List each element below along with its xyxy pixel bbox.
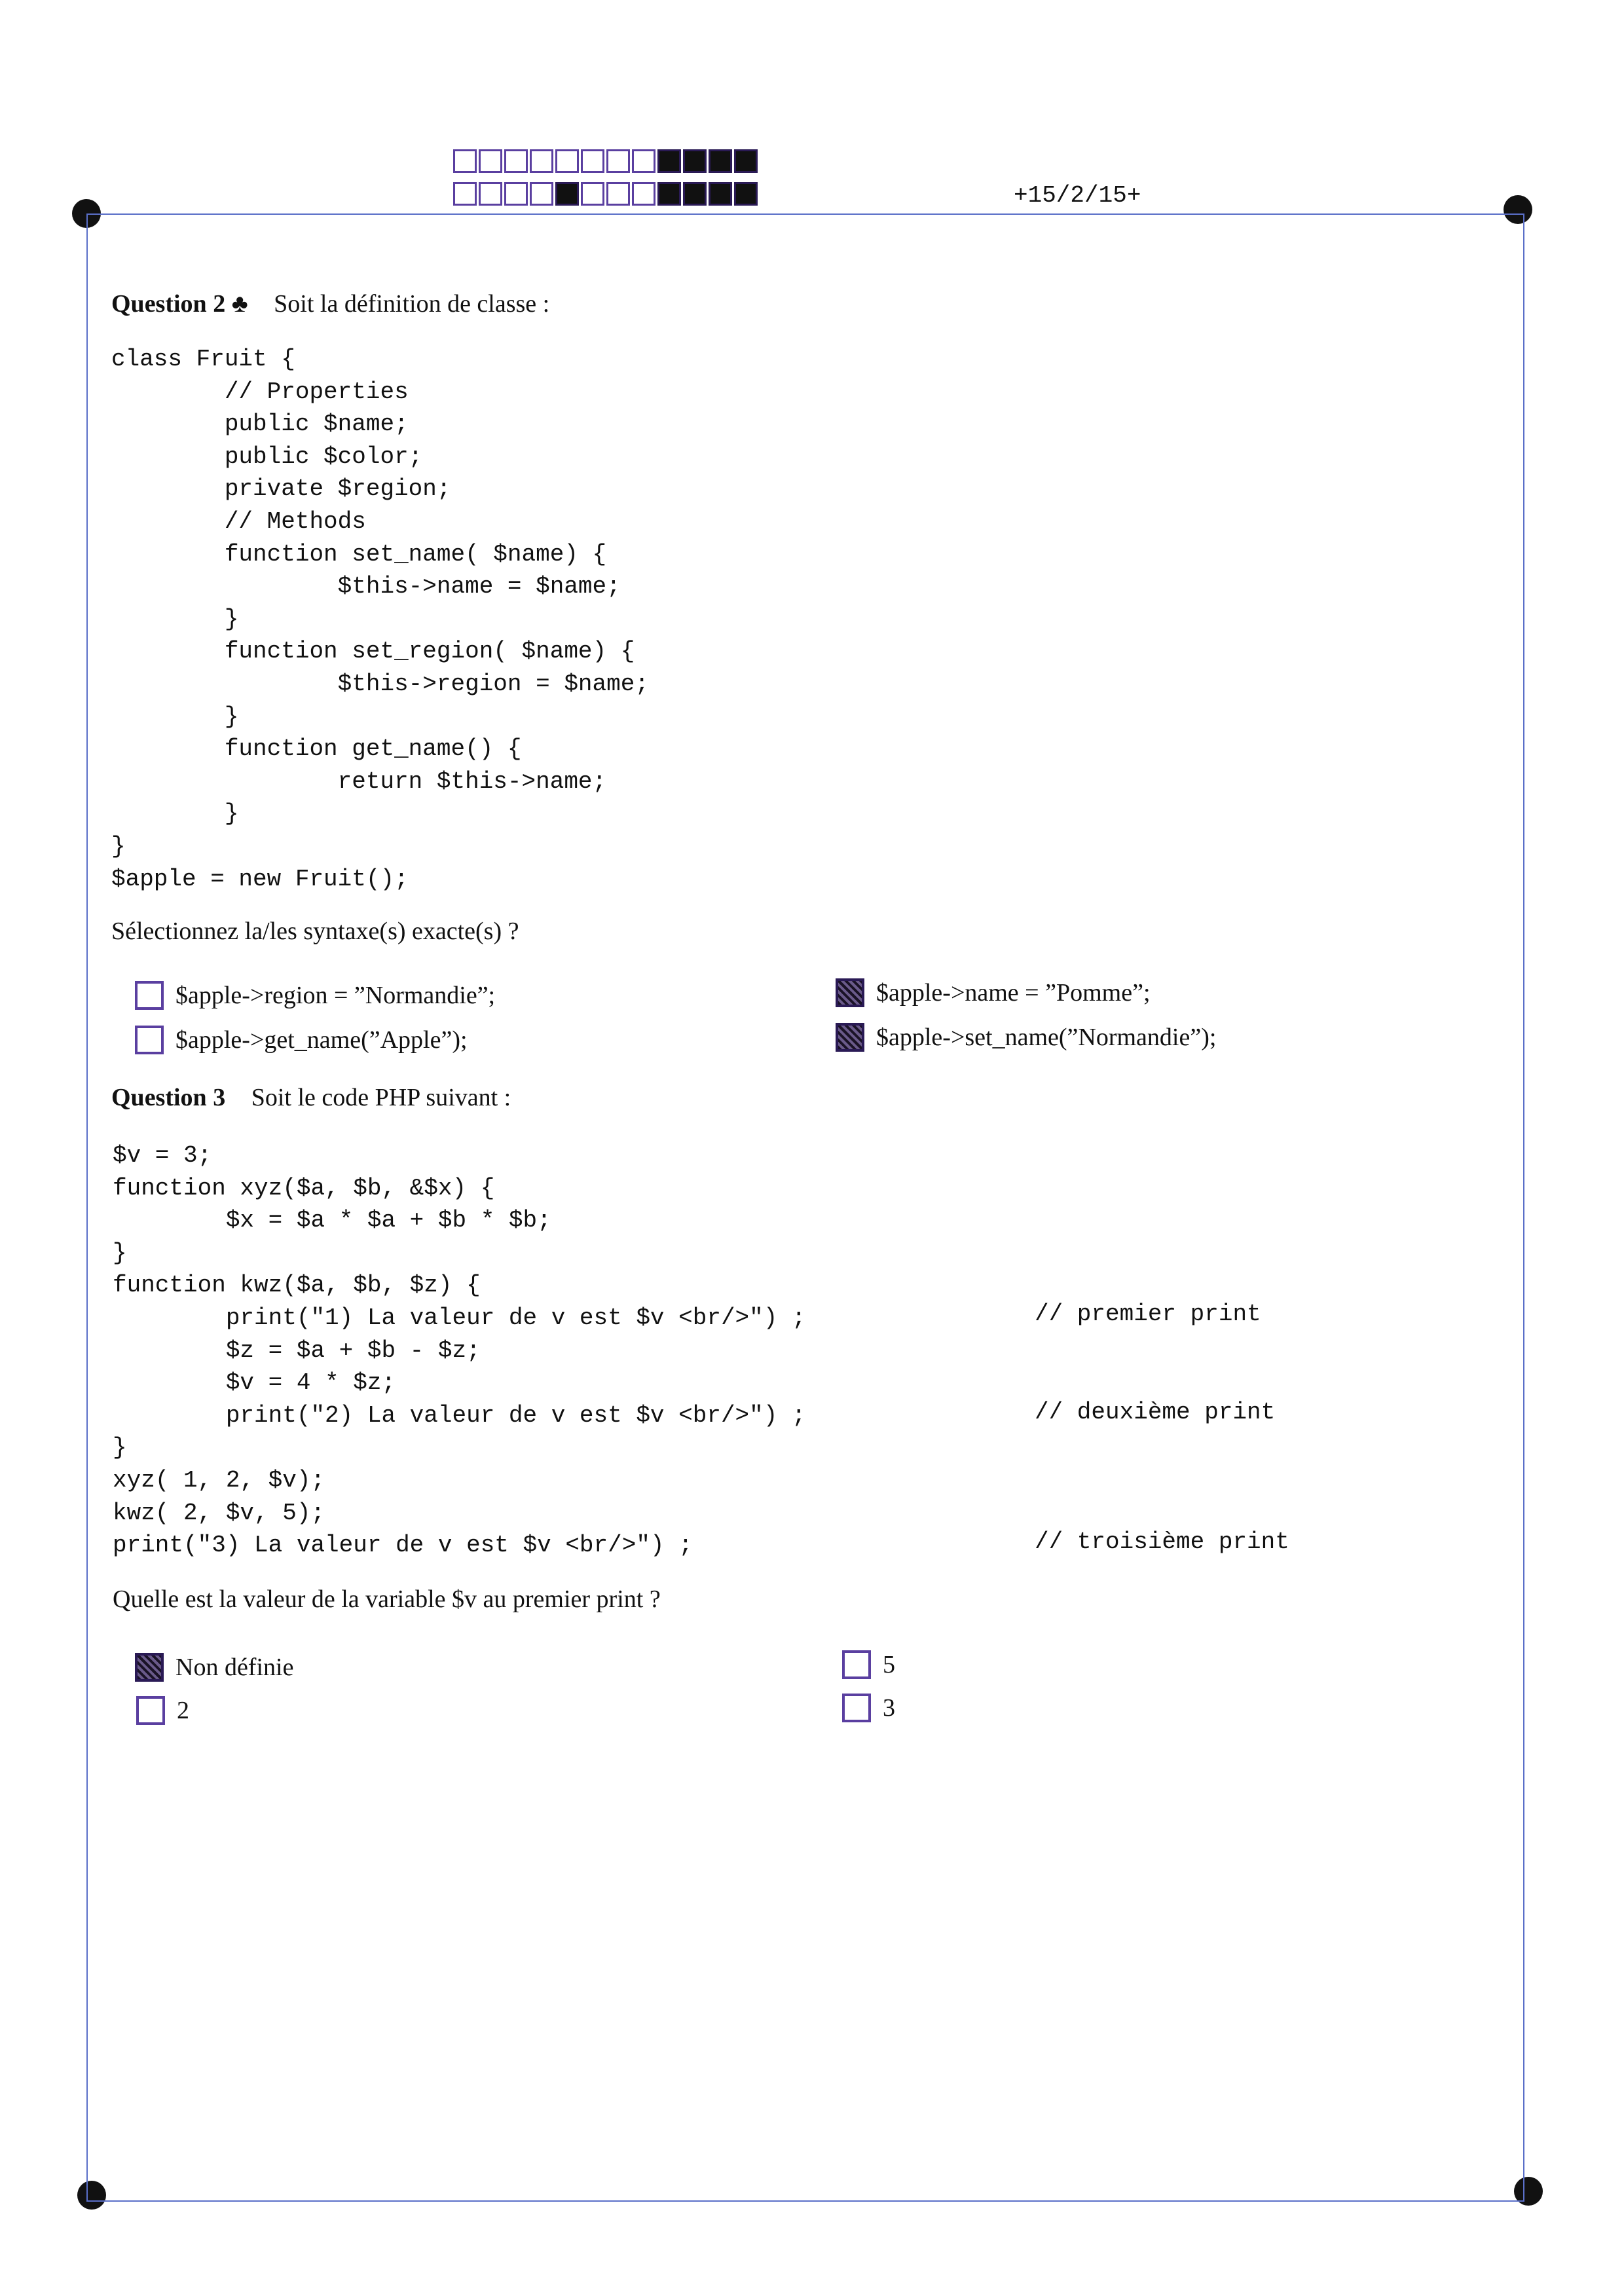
id-box [657,182,681,206]
q2-answer-4[interactable] [836,1023,1216,1052]
id-box [479,182,502,206]
id-box [734,182,758,206]
id-box [504,149,528,173]
q3-answer-2[interactable] [136,1696,189,1725]
question-2-code: class Fruit { // Properties public $name; public $color; private $region; // Methods function set_name( $name) { $this->name = $name; } function set_region( $name) { $this->region = $name; } function get_name() { return $this->name; } } $apple = new Fruit(); [111,346,649,893]
id-box [734,149,758,173]
id-box [530,149,553,173]
page-code: +15/2/15+ [1014,182,1141,209]
q2-checkbox-1[interactable] [135,981,164,1010]
id-box [479,149,502,173]
student-id-row-1 [453,149,760,173]
id-box [709,182,732,206]
question-2-label: Question 2 [111,290,226,318]
id-box [581,149,604,173]
q2-checkbox-3[interactable] [836,978,864,1007]
id-box [504,182,528,206]
id-box [606,182,630,206]
id-box [555,182,579,206]
question-3-prompt: Quelle est la valeur de la variable $v au premier print ? [113,1585,661,1613]
id-box [606,149,630,173]
q2-answer-2-label: $apple->get_name(”Apple”); [175,1026,468,1054]
q2-checkbox-4[interactable] [836,1023,864,1052]
id-box [581,182,604,206]
id-box [453,182,477,206]
q3-answer-3[interactable] [842,1650,895,1679]
comment-deuxieme-print: // deuxième print [1035,1399,1276,1426]
question-2-prompt: Sélectionnez la/les syntaxe(s) exacte(s) ? [111,917,519,945]
question-3-intro: Soit le code PHP suivant : [251,1084,511,1111]
q3-checkbox-2[interactable] [136,1696,165,1725]
q2-answer-3-label: $apple->name = ”Pomme”; [876,979,1151,1007]
id-box [453,149,477,173]
q3-answer-1[interactable] [135,1653,293,1682]
id-box [632,149,655,173]
q3-checkbox-3[interactable] [842,1650,871,1679]
q3-answer-1-label: Non définie [175,1654,294,1681]
q2-answer-3[interactable] [836,978,1151,1007]
id-box [683,149,707,173]
id-box [530,182,553,206]
question-3-label: Question 3 [111,1084,226,1111]
q3-answer-4-label: 3 [883,1694,895,1722]
q3-answer-3-label: 5 [883,1651,895,1678]
q2-answer-1[interactable] [135,981,495,1010]
q2-answer-4-label: $apple->set_name(”Normandie”); [876,1024,1217,1051]
student-id-row-2 [453,182,760,206]
question-3-title [111,1083,511,1112]
id-box [657,149,681,173]
q2-answer-2[interactable] [135,1026,468,1054]
q3-checkbox-4[interactable] [842,1694,871,1722]
q2-checkbox-2[interactable] [135,1026,164,1054]
id-box [555,149,579,173]
question-3-code: $v = 3; function xyz($a, $b, &$x) { $x = $a * $a + $b * $b; } function kwz($a, $b, $z) { print("1) La valeur de v est $v <br/>") ; $z = $a + $b - $z; $v = 4 * $z; print("2) La valeur de v est $v <br/>") ; } xyz( 1, 2, $v); kwz( 2, $v, 5); print("3) La valeur de v est $v <br/>") ; [113,1142,806,1559]
question-2-intro: Soit la définition de classe : [274,290,550,318]
q2-answer-1-label: $apple->region = ”Normandie”; [175,982,496,1009]
q3-answer-2-label: 2 [177,1697,189,1724]
id-box [683,182,707,206]
id-box [632,182,655,206]
comment-troisieme-print: // troisième print [1035,1528,1289,1555]
question-2-title [111,289,549,318]
q3-answer-4[interactable] [842,1694,895,1722]
id-box [709,149,732,173]
comment-premier-print: // premier print [1035,1301,1261,1327]
club-icon: ♣ [231,290,248,318]
q3-checkbox-1[interactable] [135,1653,164,1682]
